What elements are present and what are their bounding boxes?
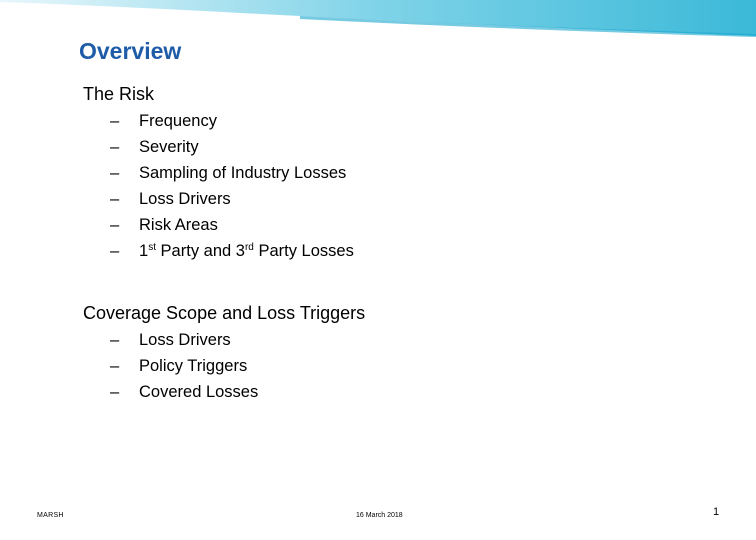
list-item-label: Risk Areas	[139, 216, 218, 234]
dash-bullet: –	[110, 190, 120, 208]
list-item-label: Policy Triggers	[139, 357, 248, 375]
list-item-label: Covered Losses	[139, 383, 259, 401]
list-item-label: Loss Drivers	[139, 331, 231, 349]
dash-bullet: –	[110, 164, 120, 182]
dash-bullet: –	[110, 216, 120, 234]
header-wave-band	[0, 0, 756, 40]
dash-bullet: –	[110, 242, 120, 260]
dash-bullet: –	[110, 331, 120, 349]
dash-bullet: –	[110, 112, 120, 130]
slide-title: Overview	[79, 38, 182, 64]
dash-bullet: –	[110, 138, 120, 156]
list-item-label: Loss Drivers	[139, 190, 231, 208]
dash-bullet: –	[110, 357, 120, 375]
page-number: 1	[713, 506, 720, 518]
list-item-label: Sampling of Industry Losses	[139, 164, 347, 182]
list-item-label: Frequency	[139, 112, 217, 130]
section-heading-coverage-scope: Coverage Scope and Loss Triggers	[83, 303, 366, 323]
footer-date: 16 March 2018	[356, 512, 403, 519]
section-heading-the-risk: The Risk	[83, 84, 155, 104]
list-item-label: 1st Party and 3rd Party Losses	[139, 242, 354, 260]
footer-company: MARSH	[37, 512, 64, 519]
list-item-label: Severity	[139, 138, 199, 156]
dash-bullet: –	[110, 383, 120, 401]
